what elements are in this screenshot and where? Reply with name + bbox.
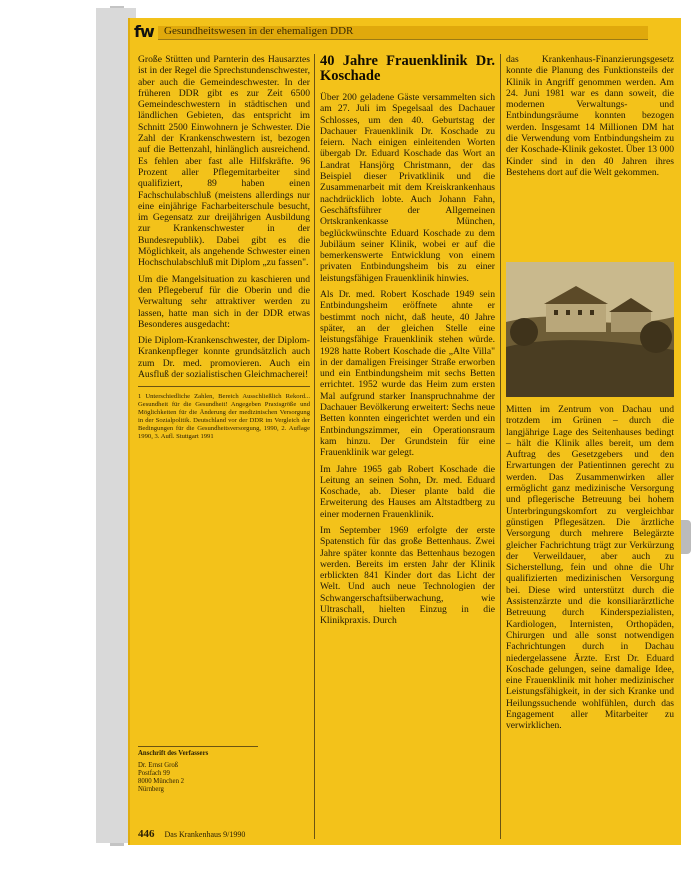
paragraph: Mitten im Zentrum von Dachau und trotzdem im Grünen – durch die langjährige Lage des Seitenhauses bedingt – hält die Klinik alles bereit, um dem Auftrag des Gesetzgebers und den Erwartungen der Patientinnen gerecht zu werden. Das Zusammenwirken aller ermöglicht ganz medizinische Versorgung und pflegerische Betreuung bei hohem Unterbringungskomfort zu vergleichbar günstigen Pflegesätzen. Die ärztliche Versorgung durch mehrere Belegärzte gleicher Fachrichtung trägt zur Verkürzung der Verweildauer, aber auch zu Sicherstellung, fein und ohne die Uhr qualifizierten medizinischen Versorgung bei. Diese wird unterstützt durch die Assistenzärzte und die konsiliarärztliche Betreuung durch Kinderspezialisten, Kardiologen, Internisten, Orthopäden, Chirurgen und alle sonst notwendigen Fachrichtungen durch in Dachau niedergelassene Ärzte. Erst Dr. Eduard Koschade gelungen, seine damalige Idee, eine Frauenklinik mit hoher medizinischer Leistungsfähigkeit, in der sich Kranke und Heilungssuchende wohlfühlen, durch das Engagement aller Mitarbeiter zu verwirklichen.: [506, 404, 674, 732]
column-divider: [500, 54, 501, 839]
paragraph: Im September 1969 erfolgte der erste Spatenstich für das große Bettenhaus. Zwei Jahre später konnte das Bettenhaus bezogen werden. Bereits im ersten Jahr der Klinik erblickten 841 Kinder dort das Licht der Welt. Und auch neue Technologien der Schwangerschaftsüberwachung, wie Ultraschall, hielten Einzug in die Klinikpraxis. Durch: [320, 524, 495, 627]
address-line: Dr. Ernst Groß: [138, 762, 179, 769]
column-right-continued: [506, 404, 674, 732]
section-title: Gesundheitswesen in der ehemaligen DDR: [164, 25, 354, 37]
article-title: 40 Jahre Frauenklinik Dr. Koschade: [320, 53, 495, 84]
page-tab-marker: [681, 520, 691, 554]
clinic-photo-image: [506, 262, 674, 397]
footnote: 1 Unterschiedliche Zahlen, Bereich Ausschließlich Rekord... Gesundheit für die Gesundheit! Angegeben Praxisgröße und Möglichkeiten für die Änderung der medizinischen Versorgung in der Sozialpolitik. Deutschland vor der DDR im Vergleich der Bedingungen für die Gesundheitsversorgung, 1990, 2. Auflage 1990, 3. Aufl. Stuttgart 1991: [138, 386, 310, 441]
page-footer: [138, 828, 245, 840]
column-left: [138, 54, 310, 441]
address-line: Postfach 99: [138, 770, 170, 777]
clinic-photo: [506, 262, 674, 397]
paragraph: das Krankenhaus-Finanzierungsgesetz konnte die Planung des Funktionsteils der Klinik in Angriff genommen werden. Am 24. Juni 1981 war es dann soweit, die modernen Verwaltungs- und Entbindungsräume konnten bezogen werden. Insgesamt 14 Millionen DM hat die Verwendung vom Entbindungsheim zu der Koschade-Klinik gekostet. Über 13 000 Kinder sind in den 40 Jahren ihres Bestehens dort auf die Welt gekommen.: [506, 54, 674, 178]
author-address: [138, 746, 258, 794]
paragraph: Als Dr. med. Robert Koschade 1949 sein Entbindungsheim eröffnete ahnte er bestimmt noch nicht, daß heute, 40 Jahre später, an der gleichen Stelle eine leistungsfähige Frauenklinik stehen würde. 1928 hatte Robert Koschade die „Alte Villa" in der damaligen Freisinger Straße erworben und ein Entbindungsheim mit sechs Betten errichtet. 1952 wurde das Heim zum ersten Mal aufgrund starker Inanspruchnahme der Dachauer Bevölkerung erweitert: Sechs neue Betten konnten eingerichtet werden und ein Entbindungszimmer, ein Operationsraum kam hinzu. Der Grundstein für eine Frauenklinik war gelegt.: [320, 289, 495, 459]
paragraph: Über 200 geladene Gäste versammelten sich am 27. Juli im Spegelsaal des Dachauer Schlosses, um den 40. Geburtstag der Dachauer Frauenklinik Dr. Koschade zu feiern. Nach einigen einleitenden Worten übergab Dr. Eduard Koschade das Wort an Landrat Hansjörg Christmann, der das Beispiel dieser Privatklinik und die Zusammenarbeit mit dem Kreiskrankenhaus nachdrücklich lobte. Auch Johann Fahn, Geschäftsführer der Allgemeinen Ortskrankenkasse München, beglückwünschte Eduard Koschade zu dem Jubiläum seiner Klinik, wobei er auf die bemerkenswerte Entwicklung von einem privaten Entbindungsheim bis zu einer leistungsfähigen Frauenklinik hinwies.: [320, 92, 495, 284]
column-right: [506, 54, 674, 183]
paragraph: Im Jahre 1965 gab Robert Koschade die Leitung an seinen Sohn, Dr. med. Eduard Koschade, ab. Dieser plante bald die Erweiterung des Hauses am Altstadtberg zu einer modernen Frauenklinik.: [320, 463, 495, 520]
paragraph: Die Diplom-Krankenschwester, der Diplom-Krankenpfleger konnte grundsätzlich auch zum Dr. med. promovieren. Auch ein Ausfluß der sozialistischen Gleichmacherei!: [138, 335, 310, 381]
paragraph: Um die Mangelsituation zu kaschieren und den Pflegeberuf für die Oberin und die Verwaltung sehr attraktiver werden zu lassen, hatte man sich in der DDR etwas Besonderes ausgedacht:: [138, 273, 310, 330]
magazine-page: [128, 18, 681, 845]
column-divider: [314, 54, 315, 839]
journal-issue: Das Krankenhaus 9/1990: [164, 830, 246, 839]
paragraph: Große Stütten und Parnterin des Hausarztes ist in der Regel die Sprechstundenschwester, aber auch die Gemeindeschwester. In der früheren DDR gibt es zur Zeit 6500 Gemeindeschwestern in städtischen und ländlichen Gebieten, das entspricht im Schnitt 2500 Einwohnern je Schwester. Die Zahl der Krankenschwestern ist, bezogen auf die Bettenzahl, hinlänglich ausreichend. Es fehlen aber fast alle Hilfskräfte. 96 Prozent aller Pflegemitarbeiter sind qualifiziert, 89 haben einen Fachschulabschluß (meistens allerdings nur eine einjährige Facharbeiterschule besucht, im Gegensatz zur dreijährigen Ausbildung zur Krankenschwester in der Bundesrepublik). Dabei gibt es die Möglichkeit, als angehende Schwester einen Hochschulabschluß mit Diplom „zu fassen".: [138, 54, 310, 269]
page-number: 446: [138, 828, 155, 840]
column-middle: [320, 54, 495, 632]
address-heading: Anschrift des Verfassers: [138, 746, 258, 758]
address-line: 8000 München 2: [138, 778, 185, 785]
journal-logo: fw: [134, 22, 154, 41]
page-header: [128, 18, 681, 44]
address-line: Nürnberg: [138, 786, 164, 793]
